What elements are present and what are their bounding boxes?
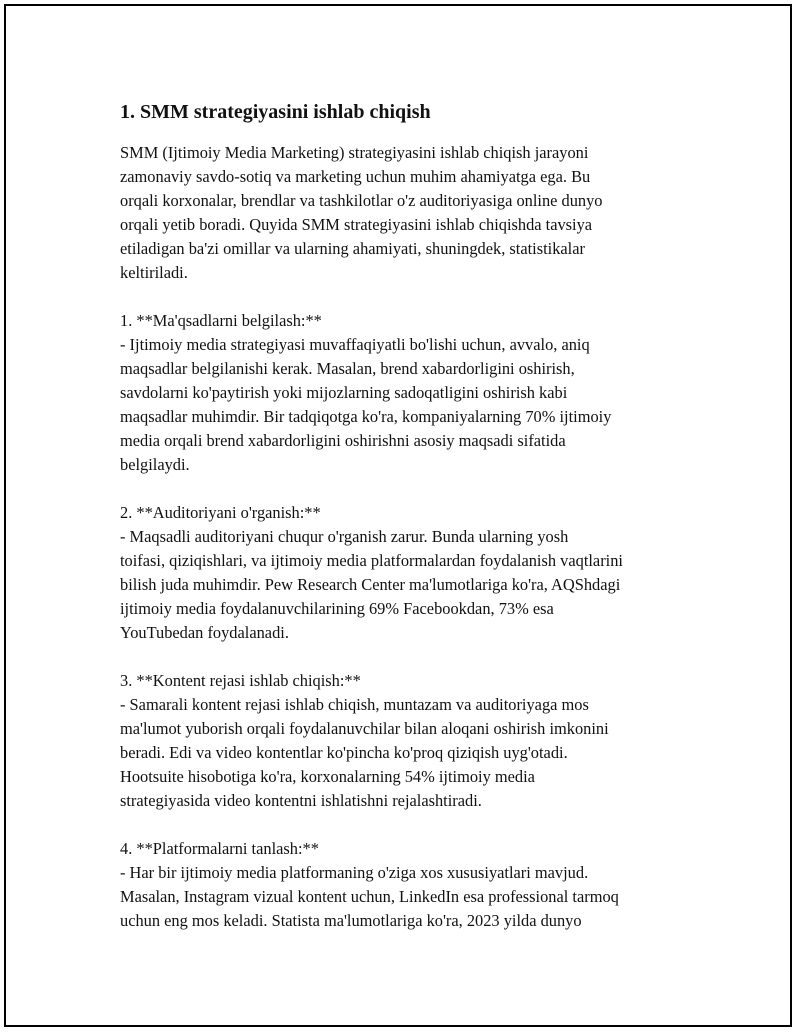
spacer xyxy=(120,813,680,837)
section-body-content-plan: - Samarali kontent rejasi ishlab chiqish, muntazam va auditoriyaga mos ma'lumot yuborish orqali foydalanuvchilar bilan aloqani oshirish imkonini beradi. Edi va video kontentlar ko'pincha ko'proq qiziqish uyg'otadi. Hootsuite hisobotiga ko'ra, korxonalarning 54% ijtimoiy media strategiyasida video kontentni ishlatishni rejalashtiradi. xyxy=(120,695,609,810)
document-page xyxy=(4,4,792,1027)
spacer xyxy=(120,285,680,309)
section-body-audience: - Maqsadli auditoriyani chuqur o'rganish zarur. Bunda ularning yosh toifasi, qiziqishlari, va ijtimoiy media platformalardan foydalanish vaqtlarini bilish juda muhimdir. Pew Research Center ma'lumotlariga ko'ra, AQShdagi ijtimoiy media foydalanuvchilarining 69% Facebookdan, 73% esa YouTubedan foydalanadi. xyxy=(120,527,623,642)
section-heading-audience: 2. **Auditoriyani o'rganish:** xyxy=(120,503,321,522)
document-title: 1. SMM strategiyasini ishlab chiqish xyxy=(120,101,431,123)
section-heading-content-plan: 3. **Kontent rejasi ishlab chiqish:** xyxy=(120,671,361,690)
document-content xyxy=(120,99,680,933)
spacer xyxy=(120,477,680,501)
section-body-goals: - Ijtimoiy media strategiyasi muvaffaqiyatli bo'lishi uchun, avvalo, aniq maqsadlar belgilanishi kerak. Masalan, brend xabardorligini oshirish, savdolarni ko'paytirish yoki mijozlarning sadoqatligini oshirish kabi maqsadlar muhimdir. Bir tadqiqotga ko'ra, kompaniyalarning 70% ijtimoiy media orqali brend xabardorligini oshirishni asosiy maqsadi sifatida belgilaydi. xyxy=(120,335,612,474)
section-body-platforms: - Har bir ijtimoiy media platformaning o'ziga xos xususiyatlari mavjud. Masalan, Instagram vizual kontent uchun, LinkedIn esa professional tarmoq uchun eng mos keladi. Statista ma'lumotlariga ko'ra, 2023 yilda dunyo xyxy=(120,863,619,930)
section-heading-platforms: 4. **Platformalarni tanlash:** xyxy=(120,839,319,858)
spacer xyxy=(120,645,680,669)
intro-paragraph: SMM (Ijtimoiy Media Marketing) strategiyasini ishlab chiqish jarayoni zamonaviy savdo-sotiq va marketing uchun muhim ahamiyatga ega. Bu orqali korxonalar, brendlar va tashkilotlar o'z auditoriyasiga online dunyo orqali yetib boradi. Quyida SMM strategiyasini ishlab chiqishda tavsiya etiladigan ba'zi omillar va ularning ahamiyati, shuningdek, statistikalar keltiriladi. xyxy=(120,143,603,282)
section-heading-goals: 1. **Ma'qsadlarni belgilash:** xyxy=(120,311,322,330)
